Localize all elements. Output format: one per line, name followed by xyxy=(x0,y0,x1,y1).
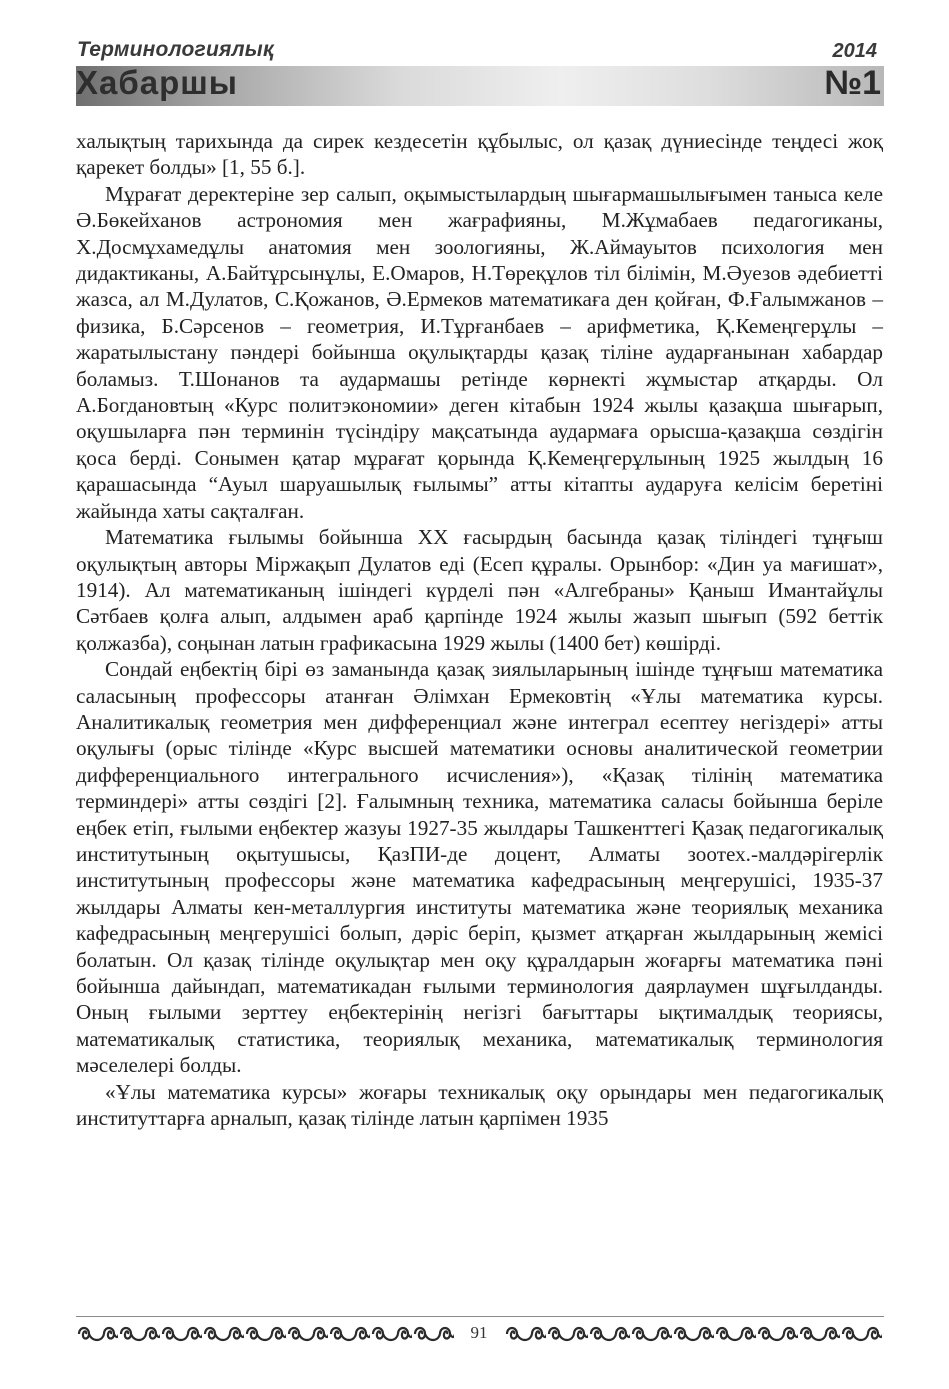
page-number: 91 xyxy=(470,1323,488,1342)
issue-number: №1 xyxy=(824,64,881,102)
paragraph: халықтың тарихында да сирек кездесетін құбылыс, ол қазақ дүниесінде теңдесі жоқ қарекет болды» [1, 55 б.]. xyxy=(76,129,883,180)
journal-year: 2014 xyxy=(832,40,877,62)
journal-subtitle: Хабаршы xyxy=(76,64,238,101)
journal-title: Терминологиялық xyxy=(77,38,274,61)
paragraph: Сондай еңбектің бірі өз заманында қазақ зиялыларының ішінде тұңғыш математика саласының профессоры атанған Әлімхан Ермековтің «Ұлы математика курсы. Аналитикалық геометрия мен дифференциал және интеграл есептеу негіздері» атты оқулығы (орыс тілінде «Курс высшей математики основы аналитической геометрии дифференциального интегрального исчисления»), «Қазақ тілінің математика терминдері» атты сөздігі [2]. Ғалымның техника, математика саласы бойынша беріле еңбек етіп, ғылыми еңбектер жазуы 1927-35 жылдары Ташкенттегі Қазақ педагогикалық институтының оқытушысы, ҚазПИ-де доцент, Алматы зоотех.-малдәрігерлік институтының профессоры және математика кафедрасының меңгерушісі, 1935-37 жылдары Алматы кен-металлургия институты математика және теориялық механика кафедрасының меңгерушісі болып, дәріс беріп, қызмет атқарған жылдарының жемісі болатын. Ол қазақ тілінде оқулықтар мен оқу құралдарын жоғарғы математика пәні бойынша дайындап, математикадан ғылыми терминология даярлаумен шұғылданды. Оның ғылыми зерттеу еңбектерінің негізгі бағыттары ықтималдық теориясы, математикалық статистика, теориялық механика, математикалық терминология мәселелері болды. xyxy=(76,657,883,1078)
paragraph: Мұрағат деректеріне зер салып, оқымыстылардың шығармашылығымен таныса келе Ә.Бөкейханов астрономия мен жағрафияны, М.Жұмабаев педагогиканы, Х.Досмұхамедұлы анатомия мен зоологияны, Ж.Аймауытов психология мен дидактиканы, А.Байтұрсынұлы, Е.Омаров, Н.Төреқұлов тіл білімін, М.Әуезов әдебиетті жазса, ал М.Дулатов, С.Қожанов, Ә.Ермеков математикаға ден қойған, Ф.Ғалымжанов – физика, Б.Сәрсенов – геометрия, И.Тұрғанбаев – арифметика, Қ.Кемеңгерұлы – жаратылыстану пәндері бойынша оқулықтарды қазақ тіліне аударғанынан хабардар боламыз. Т.Шонанов та аудармашы ретінде көрнекті жұмыстар атқарды. Ол А.Богдановтың «Курс политэкономии» деген кітабын 1924 жылы қазақша шығарып, оқушыларға пән терминін түсіндіру мақсатында аудармаға орысша-қазақша сөздігін қоса берді. Сонымен қатар мұрағат қорында Қ.Кемеңгерұлының 1925 жылдың 16 қарашасында “Ауыл шаруашылық ғылымы” атты кітапты аударуға келісім беретіні жайында хаты сақталған. xyxy=(76,181,883,523)
paragraph: Математика ғылымы бойынша XX ғасырдың басында қазақ тіліндегі тұңғыш оқулықтың авторы Міржақып Дулатов еді (Есеп құралы. Орынбор: «Дин уа мағишат», 1914). Ал математиканың ішіндегі күрделі пән «Алгебраны» Қаныш Имантайұлы Сәтбаев қолға алып, алдымен араб қарпінде 1924 жылы жазып шығып (592 беттік қолжазба), соңынан латын графикасына 1929 жылы (1400 бет) көшірді. xyxy=(76,525,883,655)
ornament-border-right xyxy=(504,1322,884,1346)
footer-rule xyxy=(76,1316,884,1317)
ornament-border-left xyxy=(76,1322,454,1346)
paragraph: «Ұлы математика курсы» жоғары техникалық оқу орындары мен педагогикалық институттарға арналып, қазақ тілінде латын қарпімен 1935 xyxy=(76,1079,883,1131)
article-body xyxy=(76,128,883,1131)
